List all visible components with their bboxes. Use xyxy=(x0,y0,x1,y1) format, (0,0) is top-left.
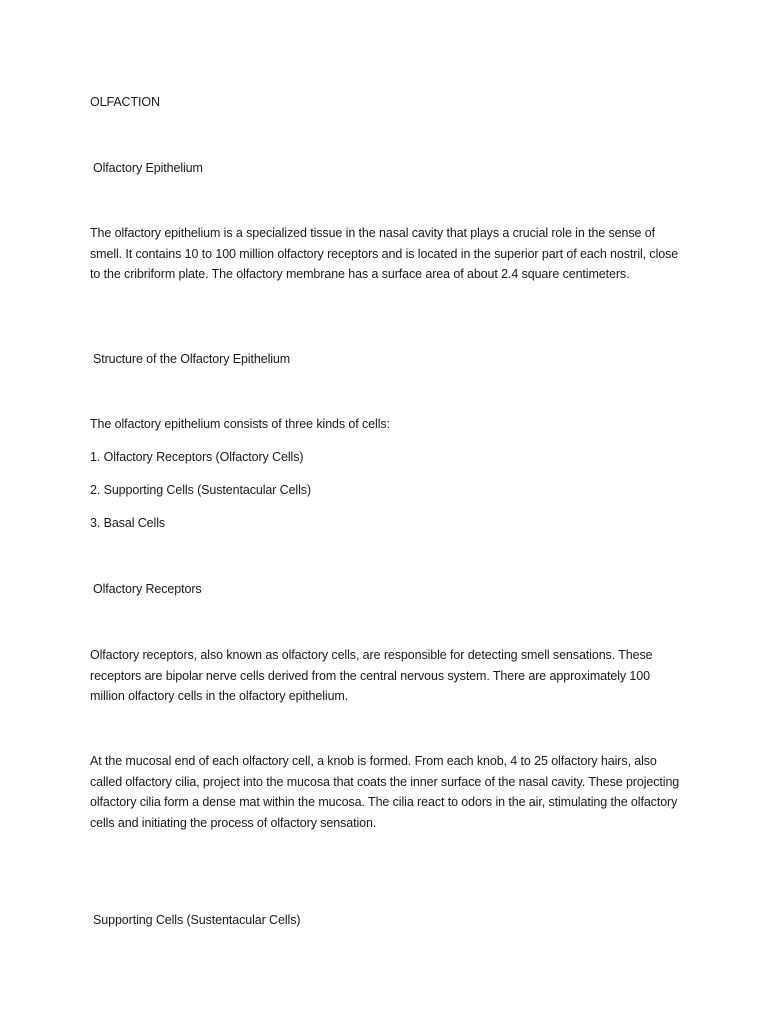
section-heading-supporting-cells: Supporting Cells (Sustentacular Cells) xyxy=(93,913,301,927)
list-item-olfactory-receptors: 1. Olfactory Receptors (Olfactory Cells) xyxy=(90,450,304,464)
list-item-supporting-cells: 2. Supporting Cells (Sustentacular Cells) xyxy=(90,483,312,497)
paragraph-mucosal-end: At the mucosal end of each olfactory cell, a knob is formed. From each knob, 4 to 25 olfactory hairs, also called olfactory cilia, project into the mucosa that coats the inner surface of the nasal cavity. These projecting olfactory cilia form a dense mat within the mucosa. The cilia react to odors in the air, stimulating the olfactory cells and initiating the process of olfactory sensation. xyxy=(90,754,680,830)
section-heading-olfactory-epithelium: Olfactory Epithelium xyxy=(93,161,203,175)
list-item-basal-cells: 3. Basal Cells xyxy=(90,516,166,530)
paragraph-epithelium-intro: The olfactory epithelium is a specialized tissue in the nasal cavity that plays a crucial role in the sense of smell. It contains 10 to 100 million olfactory receptors and is located in the superior part of each nostril, close to the cribriform plate. The olfactory membrane has a surface area of about 2.4 square centimeters. xyxy=(90,226,679,281)
section-heading-structure: Structure of the Olfactory Epithelium xyxy=(93,352,291,366)
paragraph-receptors-description: Olfactory receptors, also known as olfactory cells, are responsible for detecting smell sensations. These receptors are bipolar nerve cells derived from the central nervous system. There are approximately 100 million olfactory cells in the olfactory epithelium. xyxy=(90,648,653,703)
section-heading-olfactory-receptors: Olfactory Receptors xyxy=(93,582,202,596)
paragraph-three-kinds: The olfactory epithelium consists of three kinds of cells: xyxy=(90,417,390,431)
document-title: OLFACTION xyxy=(90,95,160,109)
